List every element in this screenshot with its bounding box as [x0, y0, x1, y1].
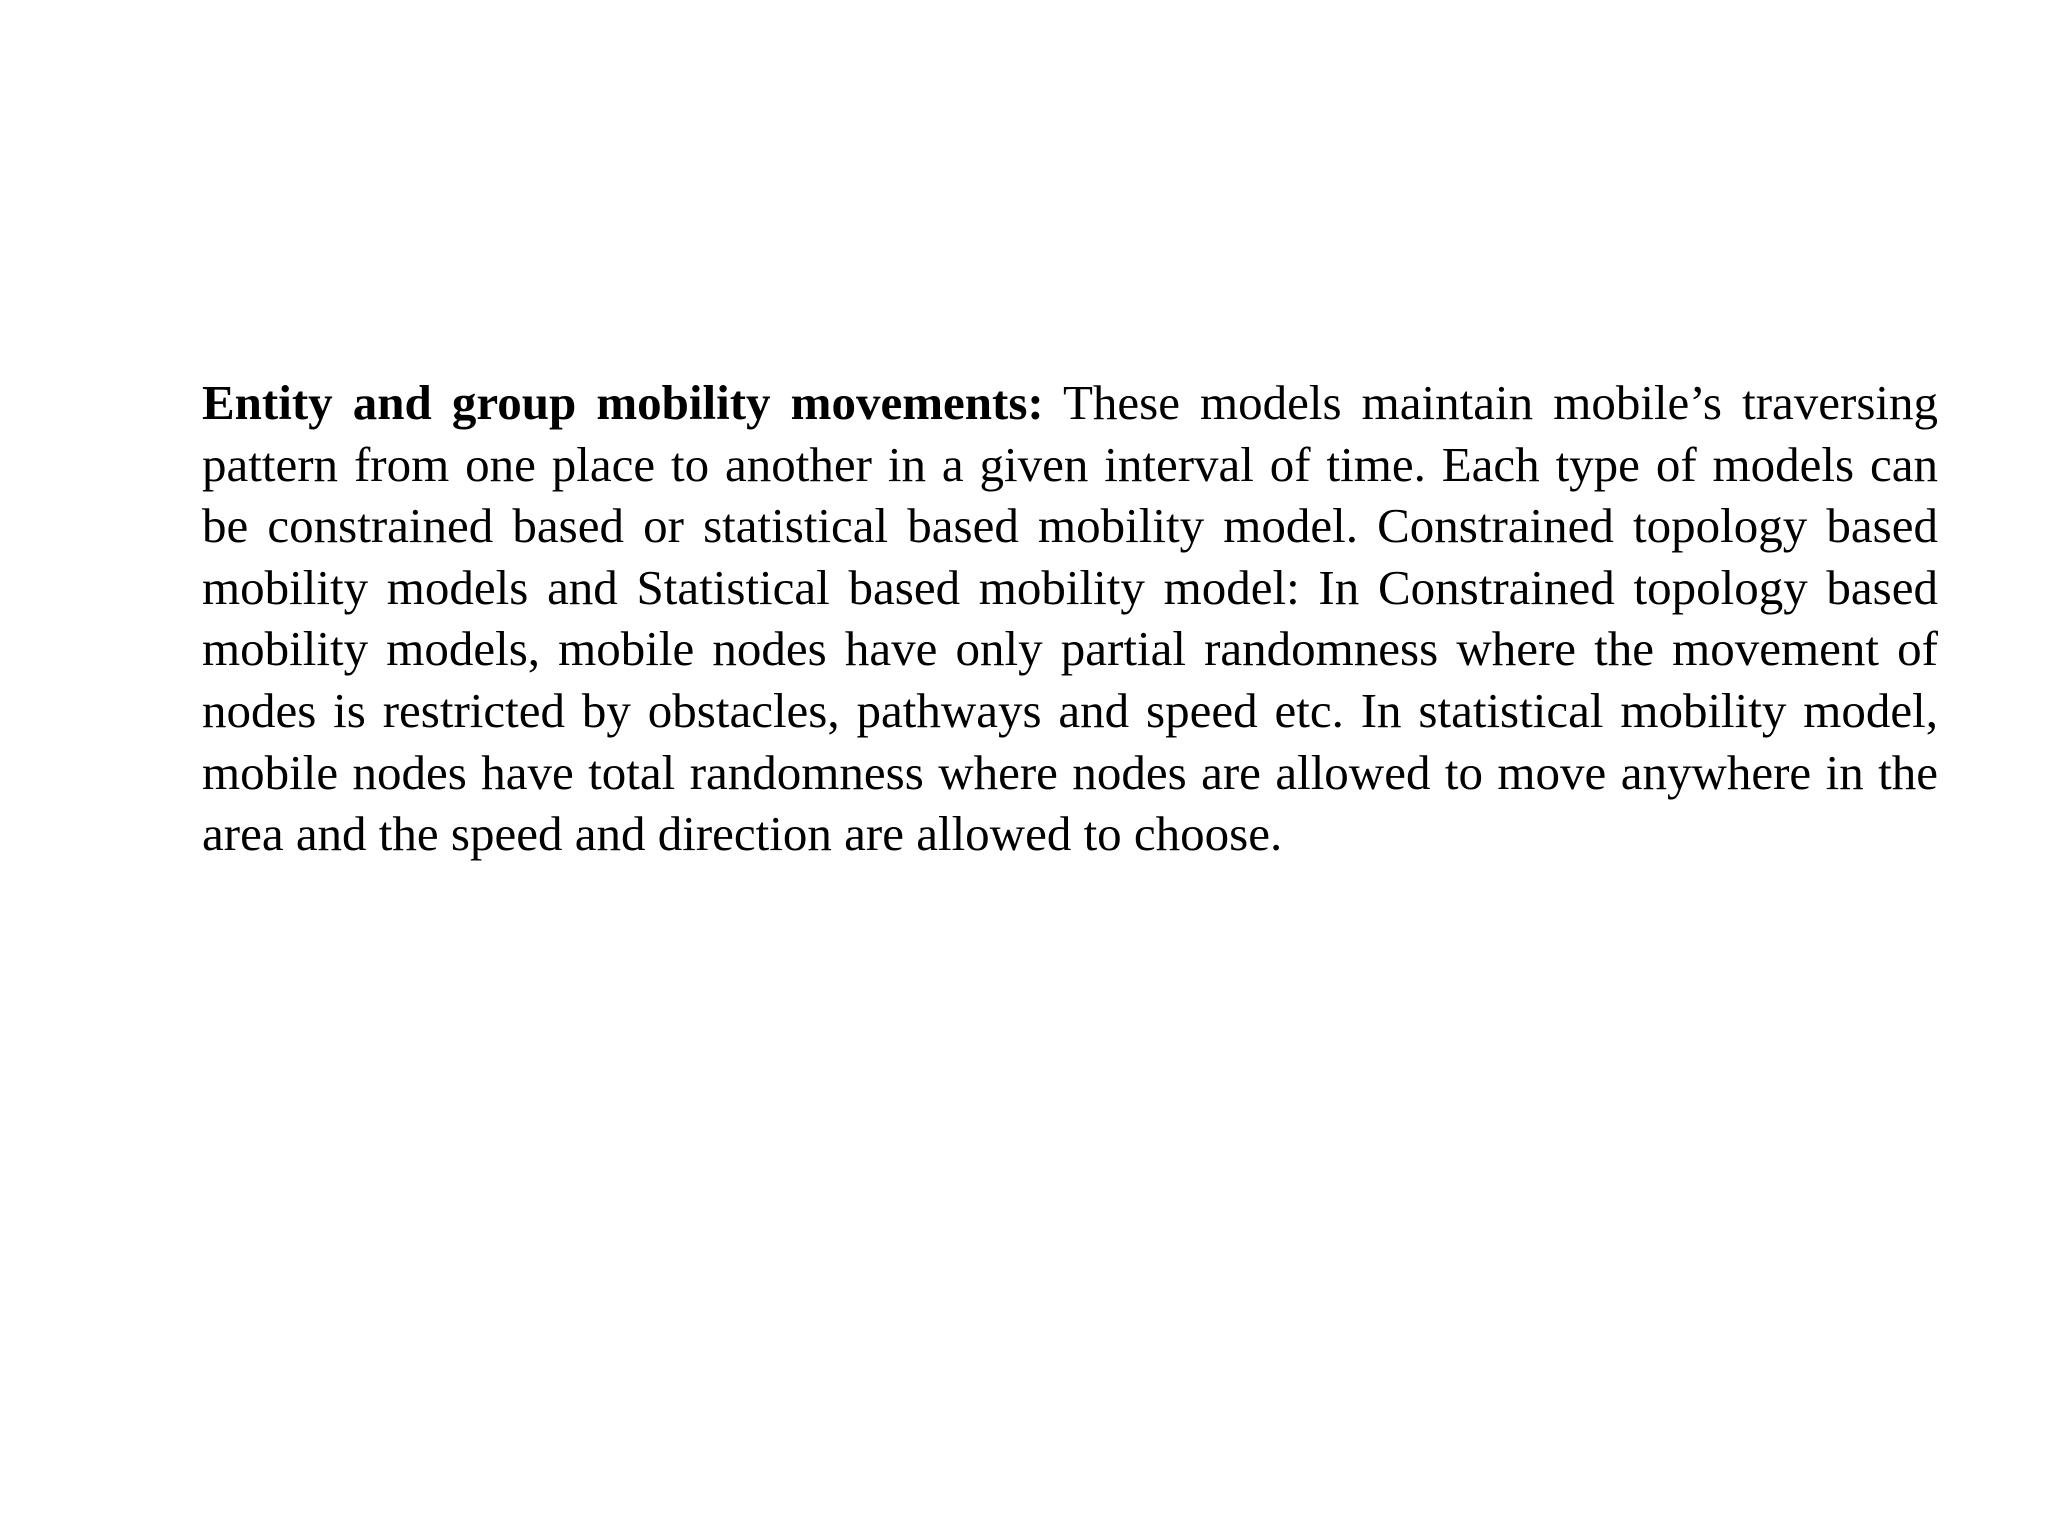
- paragraph-text: These models maintain mobile’s traversing pattern from one place to another in a given interval of time. Each type of models can be constrained based or statistical based mobility model. Constrained topology based mobility models and Statistical based mobility model: In Constrained topology based mobility models, mobile nodes have only partial randomness where the movement of nodes is restricted by obstacles, pathways and speed etc. In statistical mobility model, mobile nodes have total randomness where nodes are allowed to move anywhere in the area and the speed and direction are allowed to choose.: [202, 375, 1939, 862]
- body-paragraph: [202, 372, 1938, 865]
- lead-heading: Entity and group mobility movements:: [202, 375, 1044, 430]
